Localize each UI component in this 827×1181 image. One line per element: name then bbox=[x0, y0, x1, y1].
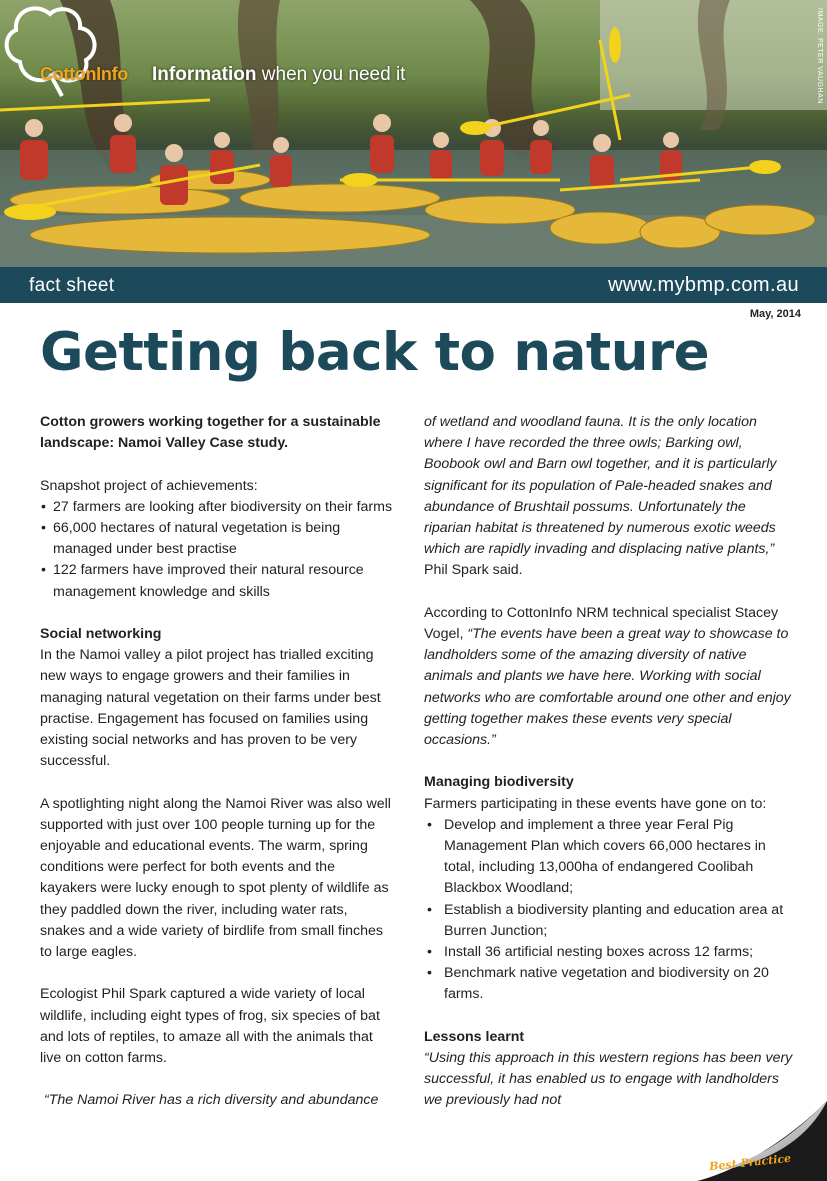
quote-start: “The Namoi River has a rich diversity and abundance bbox=[44, 1092, 379, 1109]
kayakers-illustration bbox=[0, 0, 827, 267]
list-item: • 27 farmers are looking after biodiversity on their farms bbox=[40, 497, 395, 518]
list-item: • Benchmark native vegetation and biodiversity on 20 farms. bbox=[424, 963, 796, 1005]
list-item: • Develop and implement a three year Feral Pig Management Plan which covers 66,000 hectares in total, including 13,000ha of endangered Coolibah Blackbox Woodland; bbox=[424, 815, 796, 900]
social-networking-paragraph: In the Namoi valley a pilot project has trialled exciting new ways to engage growers and their families in managing natural vegetation on their farms under best practise. Engagement has focused on families using existing social networks and has proven to be very successful. bbox=[40, 647, 381, 770]
according-paragraph: According to CottonInfo NRM technical specialist Stacey Vogel, “The events have been a great way to showcase to landholders some of the amazing diversity of native animals and plants we have here. Working with social networks who are comfortable around one other and enjoy getting together makes these events very special occasions.” bbox=[424, 604, 791, 749]
right-column bbox=[424, 412, 796, 1112]
social-networking-heading: Social networking bbox=[40, 626, 162, 642]
list-item: • Establish a biodiversity planting and education area at Burren Junction; bbox=[424, 900, 796, 942]
quote-continuation: of wetland and woodland fauna. It is the only location where I have recorded the three owls; Barking owl, Boobook owl and Barn owl together, and it is particularly significant for its population of Pale-headed snakes and abundance of Brushtail possums. Unfortunately the riparian habitat is threatened by numerous exotic weeds which are rapidly invading and displacing native plants,” Phil Spark said. bbox=[424, 414, 777, 579]
list-item: • 122 farmers have improved their natural resource management knowledge and skills bbox=[40, 560, 395, 602]
managing-intro: Farmers participating in these events have gone on to: bbox=[424, 795, 767, 812]
list-item: • 66,000 hectares of natural vegetation is being managed under best practise bbox=[40, 518, 395, 560]
list-item: • Install 36 artificial nesting boxes across 12 farms; bbox=[424, 942, 796, 963]
lessons-learnt-heading: Lessons learnt bbox=[424, 1028, 525, 1045]
hero-photo bbox=[0, 0, 827, 267]
publish-date: May, 2014 bbox=[749, 308, 801, 320]
left-column bbox=[40, 412, 395, 1133]
fact-sheet-label: fact sheet bbox=[29, 275, 115, 296]
page-title: Getting back to nature bbox=[40, 322, 710, 383]
snapshot-heading: Snapshot project of achievements: bbox=[40, 477, 258, 494]
ecologist-paragraph: Ecologist Phil Spark captured a wide variety of local wildlife, including eight types of frog, six species of bat and lots of reptiles, to amaze all with the animals that live on cotton farms. bbox=[40, 986, 380, 1067]
lessons-quote: “Using this approach in this western regions has been very successful, it has enabled us to engage with landholders we previously had not bbox=[424, 1050, 793, 1109]
managing-biodiversity-heading: Managing biodiversity bbox=[424, 774, 574, 791]
managing-list bbox=[424, 815, 796, 1006]
best-practice-badge: Best Practice bbox=[708, 1151, 792, 1174]
cotton-boll-logo-icon bbox=[0, 0, 100, 100]
photo-credit: IMAGE: PETER VAUGHAN bbox=[816, 8, 823, 104]
spotlighting-paragraph: A spotlighting night along the Namoi River was also well supported with just over 100 people turning up for the enjoyable and educational events. The warm, spring conditions were perfect for both events and the kayakers were lucky enough to spot plenty of wildlife as they paddled down the river, including water rats, snakes and a wide variety of birdlife from small finches to large eagles. bbox=[40, 795, 391, 961]
cottoninfo-logo-text: CottonInfo bbox=[40, 64, 128, 84]
intro-text: Cotton growers working together for a sustainable landscape: Namoi Valley Case study. bbox=[40, 414, 381, 452]
header-tagline: Information when you need it bbox=[152, 64, 406, 85]
fact-sheet-band bbox=[0, 267, 827, 303]
snapshot-list bbox=[40, 497, 395, 603]
page-curl-icon bbox=[677, 1101, 827, 1181]
website-link[interactable]: www.mybmp.com.au bbox=[608, 274, 799, 296]
